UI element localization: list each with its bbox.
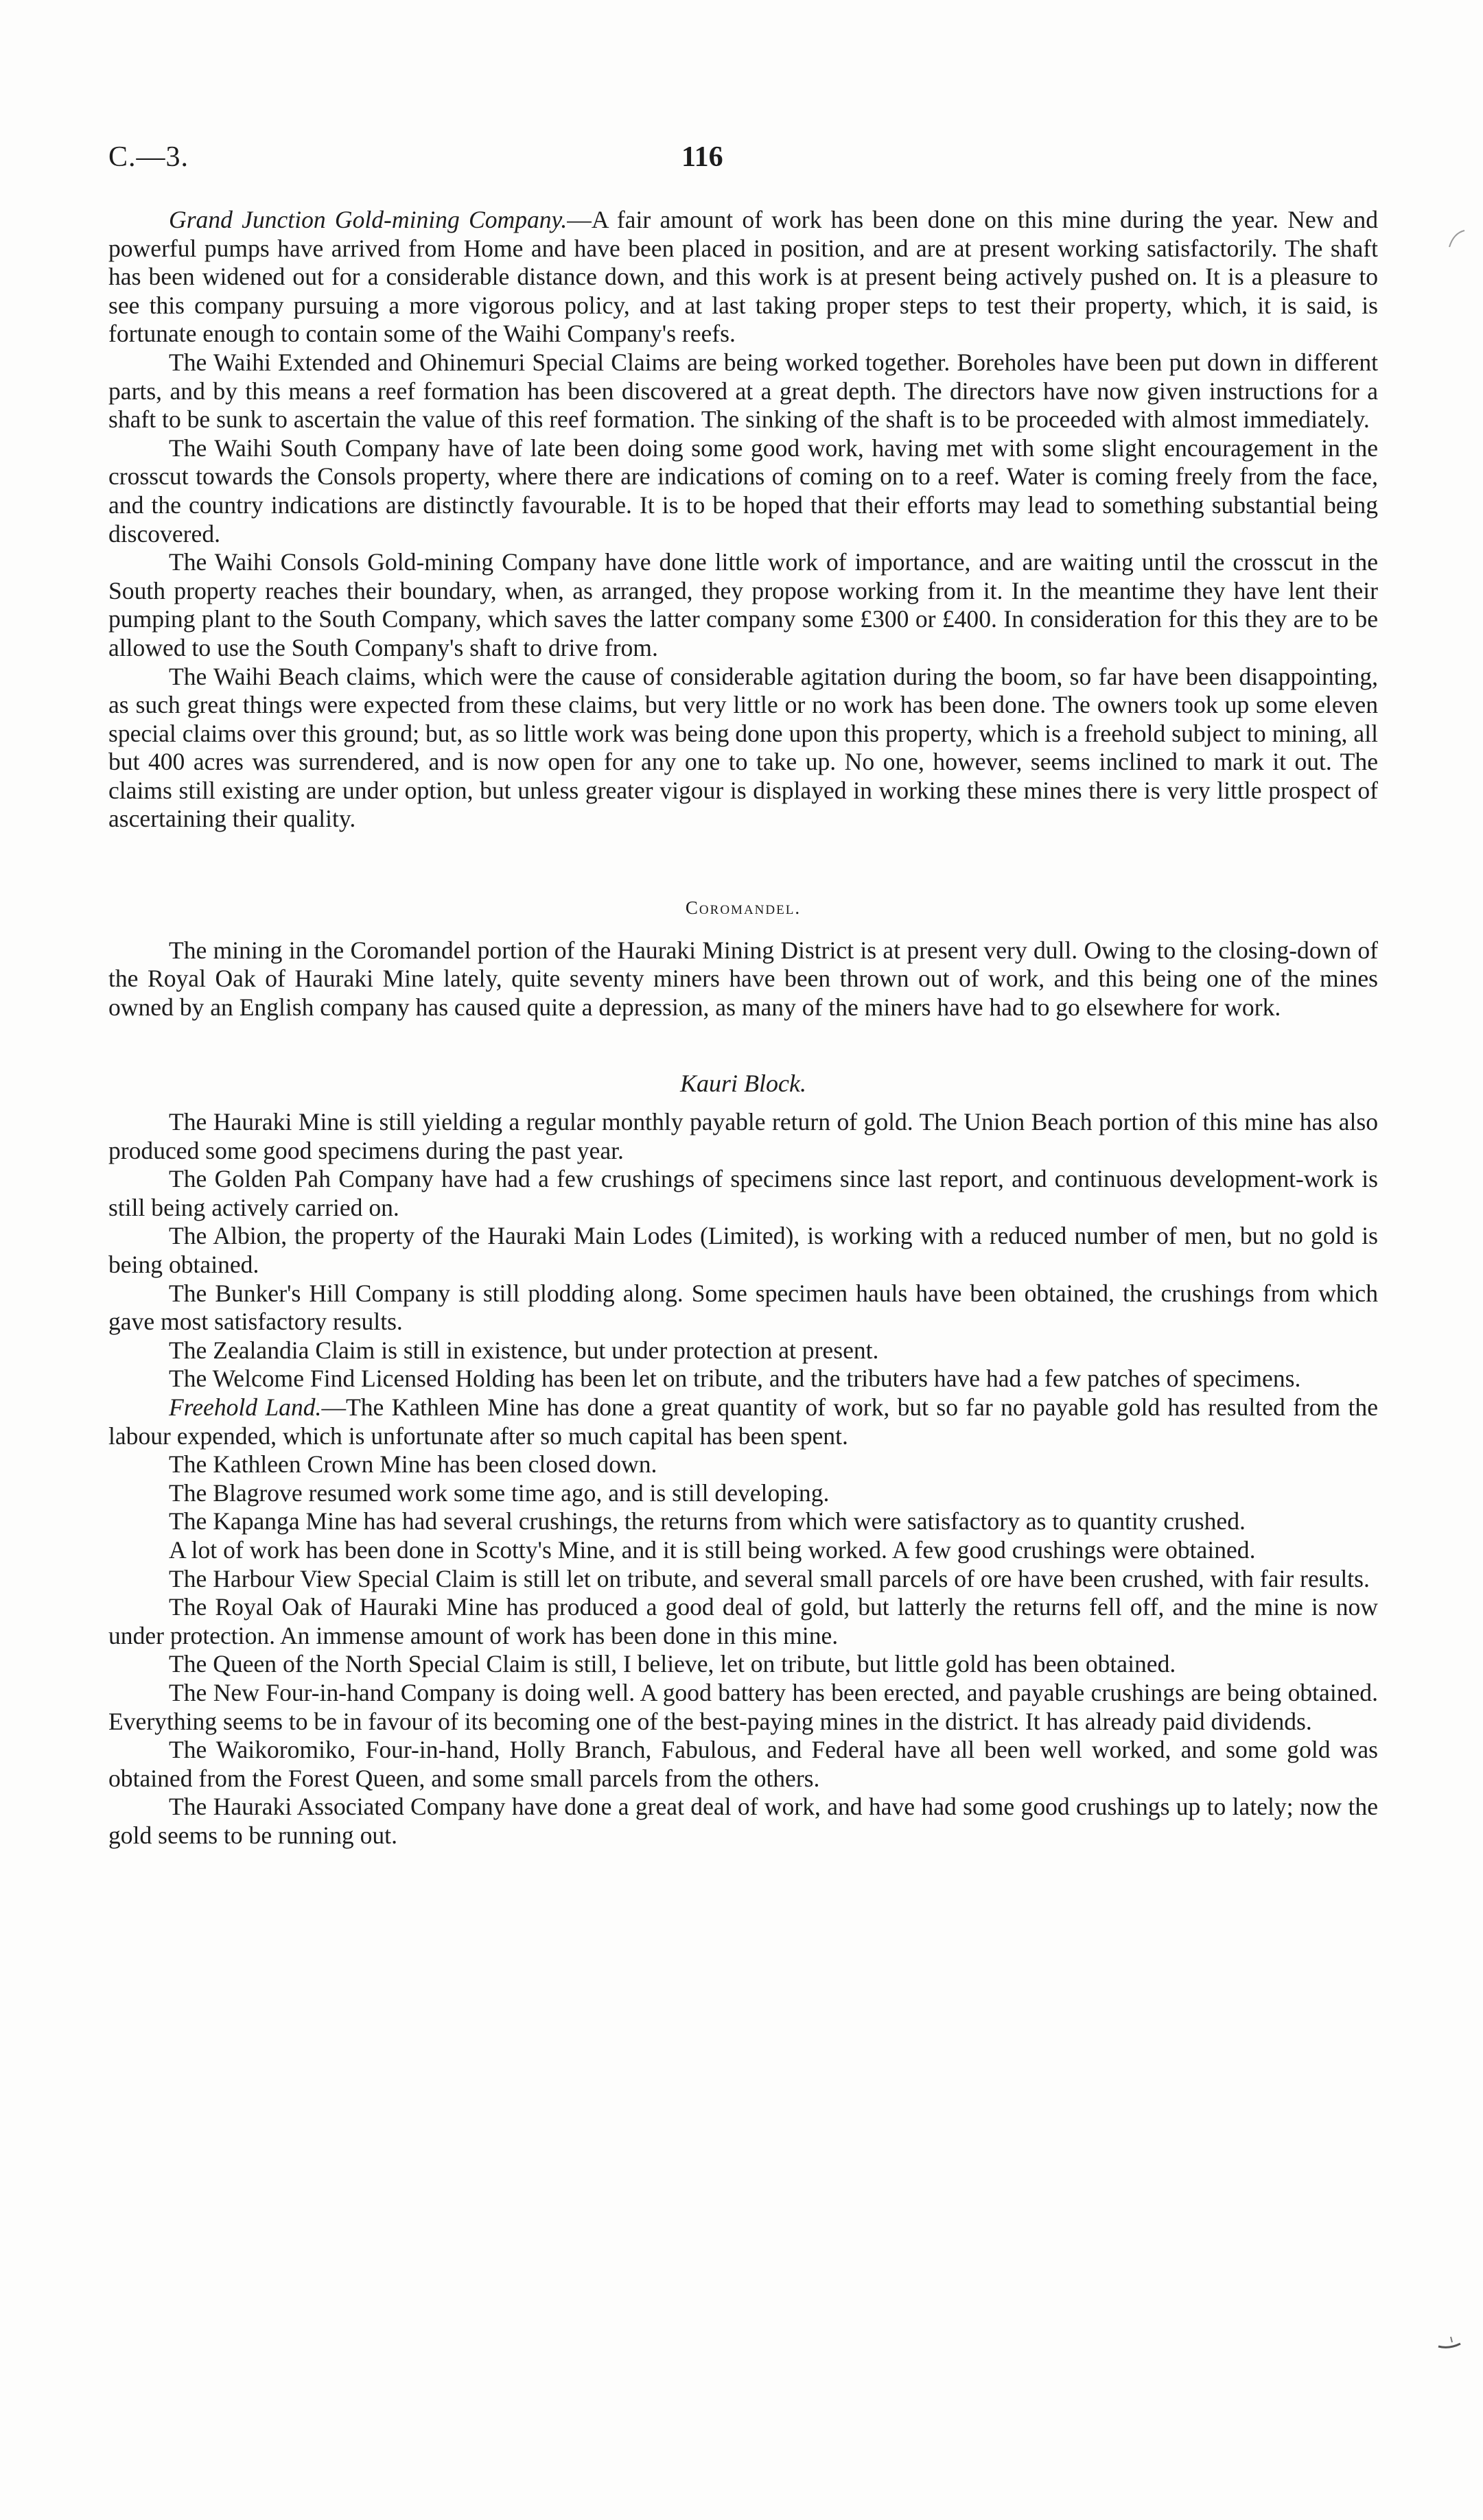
paragraph-queen-of-the-north (108, 1650, 1378, 1679)
paragraph-text: The Welcome Find Licensed Holding has been let on tribute, and the tributers have had a few patches of specimens. (169, 1365, 1301, 1393)
paragraph-text: The Hauraki Associated Company have done a great deal of work, and have had some good crushings up to lately; now the gold seems to be running out. (108, 1793, 1378, 1849)
paragraph-text: The Harbour View Special Claim is still let on tribute, and several small parcels of ore have been crushed, with fair results. (169, 1564, 1370, 1592)
waihi-section (108, 206, 1378, 834)
paragraph-text: —A fair amount of work has been done on this mine during the year. New and powerful pumps have arrived from Home and have been placed in position, and are at present working satisfactorily. The shaft has been widened out for a considerable distance down, and this work is at present being actively pushed on. It is a pleasure to see this company pursuing a more vigorous policy, and at last taking proper steps to test their property, which, it is said, is fortunate enough to contain some of the Waihi Company's reefs. (108, 206, 1378, 348)
paragraph-text: The Hauraki Mine is still yielding a regular monthly payable return of gold. The Union Beach portion of this mine has also produced some good specimens during the past year. (108, 1108, 1378, 1164)
paragraph-text: The Waihi Consols Gold-mining Company have done little work of importance, and are waiting until the crosscut in the South property reaches their boundary, when, as arranged, they propose working from it. In the meantime they have lent their pumping plant to the South Company, which saves the latter company some £300 or £400. In consideration for this they are to be allowed to use the South Company's shaft to drive from. (108, 548, 1378, 661)
paragraph-hauraki-associated (108, 1793, 1378, 1850)
paragraph-text: The Royal Oak of Hauraki Mine has produced a good deal of gold, but latterly the returns fell off, and the mine is now under protection. An immense amount of work has been done in this mine. (108, 1593, 1378, 1649)
paragraph-freehold-land (108, 1393, 1378, 1450)
paragraph-text: The Albion, the property of the Hauraki Main Lodes (Limited), is working with a reduced number of men, but no gold is being obtained. (108, 1222, 1378, 1278)
page-header (108, 141, 1378, 182)
paragraph-waikoromiko (108, 1736, 1378, 1793)
paragraph-coromandel-intro (108, 937, 1378, 1022)
paragraph-harbour-view (108, 1565, 1378, 1594)
page-number: 116 (681, 141, 723, 173)
kauri-section (108, 1108, 1378, 1850)
paragraph-text: The New Four-in-hand Company is doing well. A good battery has been erected, and payable crushings are being obtained. Everything seems to be in favour of its becoming one of the best-paying mines in the district. It has already paid dividends. (108, 1678, 1378, 1735)
sub-heading-kauri-block: Kauri Block. (680, 1070, 806, 1098)
paragraph-waihi-south (108, 434, 1378, 548)
paragraph-zealandia (108, 1336, 1378, 1365)
paragraph-text: A lot of work has been done in Scotty's Mine, and it is still being worked. A few good crushings were obtained. (169, 1535, 1256, 1564)
section-heading-coromandel: Coromandel. (685, 897, 802, 919)
page-body (108, 206, 1378, 1850)
paragraph-scottys-mine (108, 1536, 1378, 1565)
paragraph-blagrove (108, 1479, 1378, 1508)
paragraph-royal-oak (108, 1593, 1378, 1650)
paragraph-text: The Zealandia Claim is still in existence, but under protection at present. (169, 1336, 879, 1364)
paragraph-text: The Waihi Beach claims, which were the cause of considerable agitation during the boom, so far have been disappointing, as such great things were expected from these claims, but very little or no work has been done. The owners took up some eleven special claims over this ground; but, as so little work was being done upon this property, which is a freehold subject to mining, all but 400 acres was surrendered, and is now open for any one to take up. No one, however, seems inclined to mark it out. The claims still existing are under option, but unless greater vigour is displayed in working these mines there is very little prospect of ascertaining their quality. (108, 662, 1378, 833)
paragraph-text: The Kathleen Crown Mine has been closed down. (169, 1450, 657, 1479)
paragraph-text: The Blagrove resumed work some time ago, and is still developing. (169, 1479, 830, 1507)
paragraph-text: The Queen of the North Special Claim is still, I believe, let on tribute, but little gold has been obtained. (169, 1650, 1176, 1678)
paragraph-text: The Waikoromiko, Four-in-hand, Holly Branch, Fabulous, and Federal have all been well worked, and some gold was obtained from the Forest Queen, and some small parcels from the others. (108, 1736, 1378, 1792)
paragraph-text: The mining in the Coromandel portion of the Hauraki Mining District is at present very dull. Owing to the closing-down of the Royal Oak of Hauraki Mine lately, quite seventy miners have been thrown out of work, and this being one of the mines owned by an English company has caused quite a depression, as many of the miners have had to go elsewhere for work. (108, 936, 1378, 1021)
document-reference: C.—3. (108, 141, 189, 173)
paragraph-text: The Golden Pah Company have had a few crushings of specimens since last report, and continuous development-work is still being actively carried on. (108, 1165, 1378, 1221)
paragraph-welcome-find (108, 1365, 1378, 1393)
margin-mark-icon (1447, 226, 1467, 254)
paragraph-golden-pah (108, 1165, 1378, 1222)
paragraph-albion (108, 1222, 1378, 1279)
paragraph-text: The Kapanga Mine has had several crushings, the returns from which were satisfactory as to quantity crushed. (169, 1507, 1246, 1535)
paragraph-grand-junction (108, 206, 1378, 349)
paragraph-lead: Freehold Land. (169, 1393, 322, 1421)
paragraph-kathleen-crown (108, 1450, 1378, 1479)
paragraph-bunkers-hill (108, 1280, 1378, 1336)
paragraph-new-four-in-hand (108, 1679, 1378, 1736)
paragraph-waihi-consols (108, 548, 1378, 662)
paragraph-text: The Waihi Extended and Ohinemuri Special Claims are being worked together. Boreholes have been put down in different parts, and by this means a reef formation has been discovered at a great depth. The directors have now given instructions for a shaft to be sunk to ascertain the value of this reef formation. The sinking of the shaft is to be proceeded with almost immediately. (108, 348, 1378, 434)
margin-mark-icon (1436, 2331, 1463, 2352)
paragraph-hauraki-mine (108, 1108, 1378, 1165)
paragraph-waihi-beach (108, 663, 1378, 834)
paragraph-lead: Grand Junction Gold-mining Company. (169, 206, 568, 233)
paragraph-text: The Waihi South Company have of late been doing some good work, having met with some slight encouragement in the crosscut towards the Consols property, where there are indications of coming on to a reef. Water is coming freely from the face, and the country indications are distinctly favourable. It is to be hoped that their efforts may lead to something substantial being discovered. (108, 434, 1378, 547)
paragraph-waihi-extended (108, 349, 1378, 434)
paragraph-kapanga (108, 1507, 1378, 1536)
paragraph-text: The Bunker's Hill Company is still plodding along. Some specimen hauls have been obtained, the crushings from which gave most satisfactory results. (108, 1279, 1378, 1336)
paragraph-text: —The Kathleen Mine has done a great quantity of work, but so far no payable gold has resulted from the labour expended, which is unfortunate after so much capital has been spent. (108, 1393, 1378, 1450)
